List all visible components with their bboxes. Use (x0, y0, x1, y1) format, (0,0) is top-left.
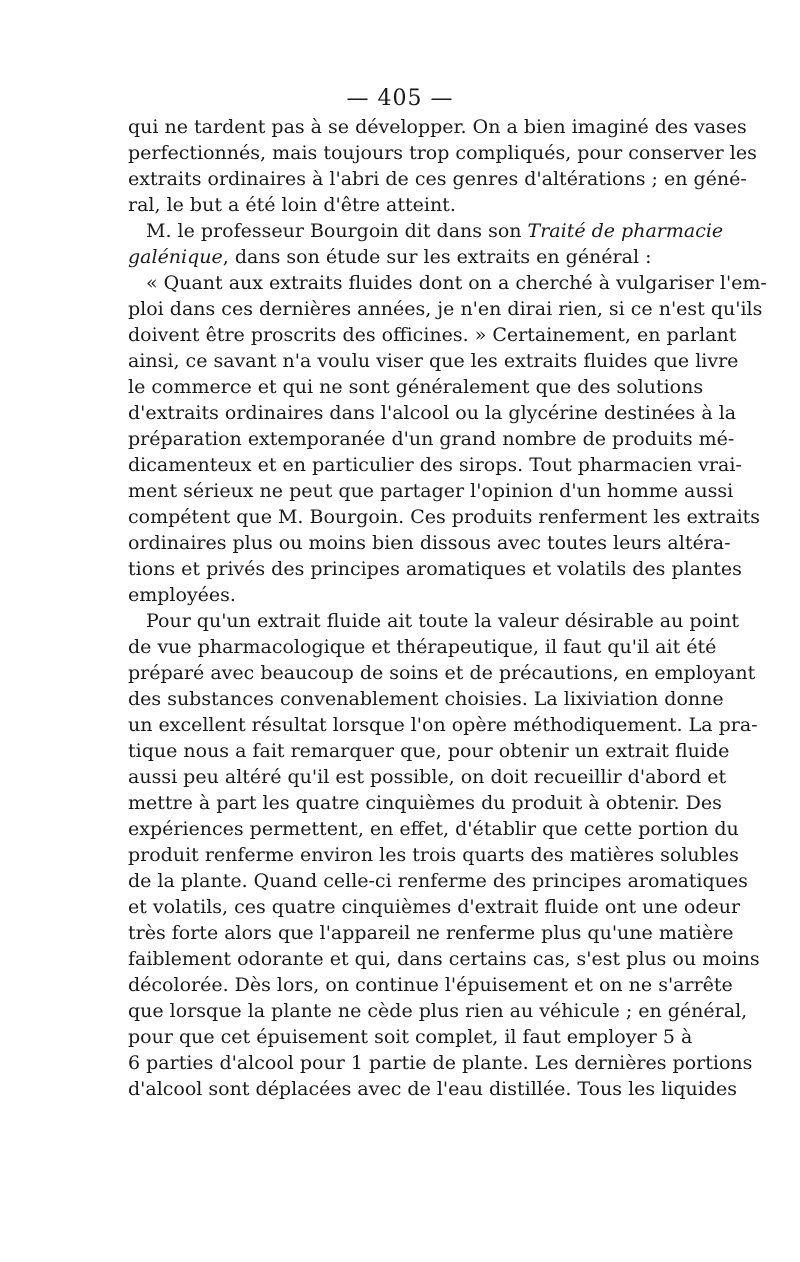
text-line: dicamenteux et en particulier des sirops. Tout pharmacien vrai- (128, 454, 742, 476)
text-line: compétent que M. Bourgoin. Ces produits renferment les extraits (128, 506, 761, 528)
text-line: tique nous a fait remarquer que, pour obtenir un extrait fluide (128, 740, 730, 762)
body-text (128, 114, 767, 1102)
text-line: ploi dans ces dernières années, je n'en dirai rien, si ce n'est qu'ils (128, 298, 763, 320)
text-line: expériences permettent, en effet, d'établir que cette portion du (128, 818, 739, 840)
text-line: décolorée. Dès lors, on continue l'épuisement et on ne s'arrête (128, 974, 733, 996)
text-line: d'extraits ordinaires dans l'alcool ou la glycérine destinées à la (128, 402, 737, 424)
page-number: — 405 — (346, 86, 454, 111)
text-line: extraits ordinaires à l'abri de ces genres d'altérations ; en géné- (128, 168, 747, 190)
text-line: d'alcool sont déplacées avec de l'eau distillée. Tous les liquides (128, 1078, 737, 1100)
text-line: produit renferme environ les trois quarts des matières solubles (128, 844, 739, 866)
text-line: le commerce et qui ne sont généralement que des solutions (128, 376, 704, 398)
text-line: très forte alors que l'appareil ne renferme plus qu'une matière (128, 922, 734, 944)
text-line: un excellent résultat lorsque l'on opère méthodiquement. La pra- (128, 714, 758, 736)
paragraph (128, 608, 760, 1102)
text-line: 6 parties d'alcool pour 1 partie de plante. Les dernières portions (128, 1052, 753, 1074)
text-line: des substances convenablement choisies. La lixiviation donne (128, 688, 724, 710)
text-line: « Quant aux extraits fluides dont on a cherché à vulgariser l'em- (146, 272, 767, 294)
text-line: et volatils, ces quatre cinquièmes d'extrait fluide ont une odeur (128, 896, 741, 918)
paragraph (128, 114, 757, 218)
text-line: ordinaires plus ou moins bien dissous avec toutes leurs altéra- (128, 532, 731, 554)
text-line: que lorsque la plante ne cède plus rien au véhicule ; en général, (128, 1000, 748, 1022)
text-line: mettre à part les quatre cinquièmes du produit à obtenir. Des (128, 792, 722, 814)
text-line: galénique, dans son étude sur les extraits en général : (128, 246, 652, 268)
text-line: pour que cet épuisement soit complet, il faut employer 5 à (128, 1026, 693, 1048)
text-line: perfectionnés, mais toujours trop compliqués, pour conserver les (128, 142, 757, 164)
text-line: M. le professeur Bourgoin dit dans son Traité de pharmacie (146, 220, 724, 242)
text-line: de la plante. Quand celle-ci renferme des principes aromatiques (128, 870, 748, 892)
text-line: faiblement odorante et qui, dans certains cas, s'est plus ou moins (128, 948, 760, 970)
text-line: de vue pharmacologique et thérapeutique, il faut qu'il ait été (128, 636, 717, 658)
paragraph (128, 270, 767, 608)
text-line: ral, le but a été loin d'être atteint. (128, 194, 456, 216)
text-line: préparé avec beaucoup de soins et de précautions, en employant (128, 662, 756, 684)
text-line: doivent être proscrits des officines. » Certainement, en parlant (128, 324, 737, 346)
text-line: tions et privés des principes aromatiques et volatils des plantes (128, 558, 742, 580)
text-line: ainsi, ce savant n'a voulu viser que les extraits fluides que livre (128, 350, 739, 372)
text-line: préparation extemporanée d'un grand nombre de produits mé- (128, 428, 735, 450)
text-line: qui ne tardent pas à se développer. On a bien imaginé des vases (128, 116, 747, 138)
text-line: ment sérieux ne peut que partager l'opinion d'un homme aussi (128, 480, 734, 502)
text-line: employées. (128, 584, 236, 606)
paragraph (128, 218, 724, 270)
text-line: aussi peu altéré qu'il est possible, on doit recueillir d'abord et (128, 766, 727, 788)
text-line: Pour qu'un extrait fluide ait toute la valeur désirable au point (146, 610, 739, 632)
